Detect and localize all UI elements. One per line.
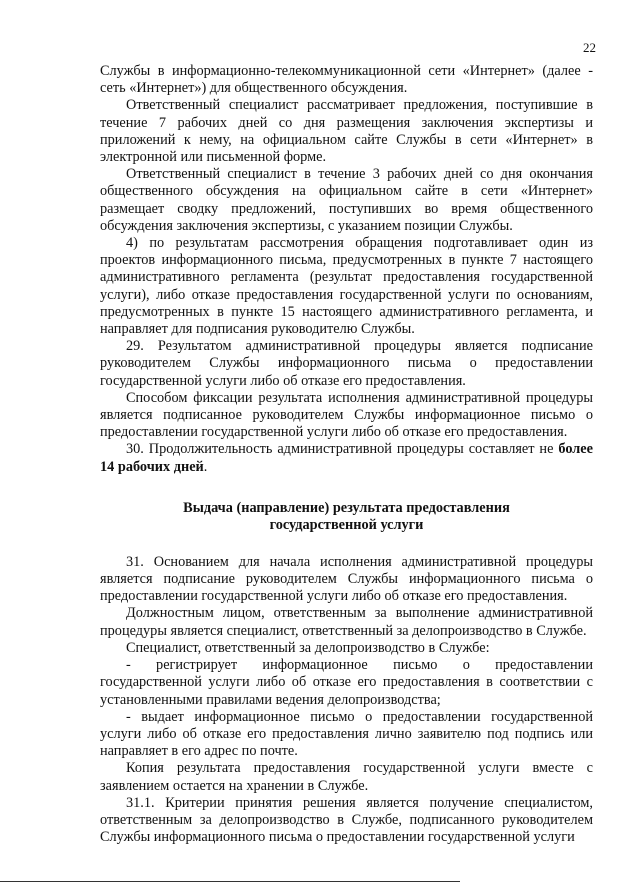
paragraph-30 [100,441,593,475]
list-item: - регистрирует информационное письмо о предоставлении государственной услуги либо об отказе его предоставления в соответствии с установленными правилами ведения делопроизводства; [100,657,597,708]
paragraph-continuation: Службы в информационно-телекоммуникационной сети «Интернет» (далее - сеть «Интернет») для общественного обсуждения. [100,63,593,97]
paragraph-30-end: . [203,458,208,475]
paragraph: Специалист, ответственный за делопроизводство в Службе: [126,639,490,656]
paragraph-30-text: 30. Продолжительность административной процедуры составляет не [126,441,559,458]
paragraph: Должностным лицом, ответственным за выполнение административной процедуры является специалист, ответственный за делопроизводство в Службе. [100,605,593,639]
section-heading-line-2: государственной услуги [269,517,424,534]
list-item: - выдает информационное письмо о предоставлении государственной услуги либо об отказе его предоставления лично заявителю под подпись или направляет в его адрес по почте. [100,708,593,760]
paragraph: Копия результата предоставления государственной услуги вместе с заявлением остается на хранении в Службе. [100,760,593,794]
paragraph: Ответственный специалист в течение 3 рабочих дней со дня окончания общественного обсуждения на официальном сайте в сети «Интернет» размещает сводку предложений, поступивших во время общественного обсуждения заключения экспертизы, с указанием позиции Службы. [100,166,593,234]
paragraph: 29. Результатом административной процедуры является подписание руководителем Службы информационного письма о предоставлении государственной услуги либо об отказе его предоставления. [100,338,593,389]
paragraph: 4) по результатам рассмотрения обращения подготавливает один из проектов информационного письма, предусмотренных в пункте 7 настоящего административного регламента (результат предоставления государственной услуги), либо отказе предоставления государственной услуги по основаниям, предусмотренных в пункте 15 настоящего административного регламента, и направляет для подписания руководителю Службы. [100,235,593,338]
paragraph: Ответственный специалист рассматривает предложения, поступившие в течение 7 рабочих дней со дня размещения заключения экспертизы и приложений к нему, на официальном сайте Службы в сети «Интернет» в электронной или письменной форме. [100,97,593,166]
document-body [100,63,597,846]
footer-rule [0,881,460,882]
page-number: 22 [583,40,596,55]
paragraph-30-bold: более 14 рабочих дней [100,441,593,475]
paragraph: 31.1. Критерии принятия решения является получение специалистом, ответственным за делопроизводство в Службе, подписанного руководителем Службы информационного письма о предоставлении государственной услуги [100,794,593,846]
paragraph: Способом фиксации результата исполнения административной процедуры является подписанное руководителем Службы информационное письмо о предоставлении государственной услуги либо об отказе его предоставления. [100,389,593,441]
section-heading [100,500,593,535]
paragraph: 31. Основанием для начала исполнения административной процедуры является подписание руководителем Службы информационного письма о предоставлении государственной услуги либо об отказе его предоставления. [100,553,593,605]
section-heading-line-1: Выдача (направление) результата предоставления [183,499,510,516]
